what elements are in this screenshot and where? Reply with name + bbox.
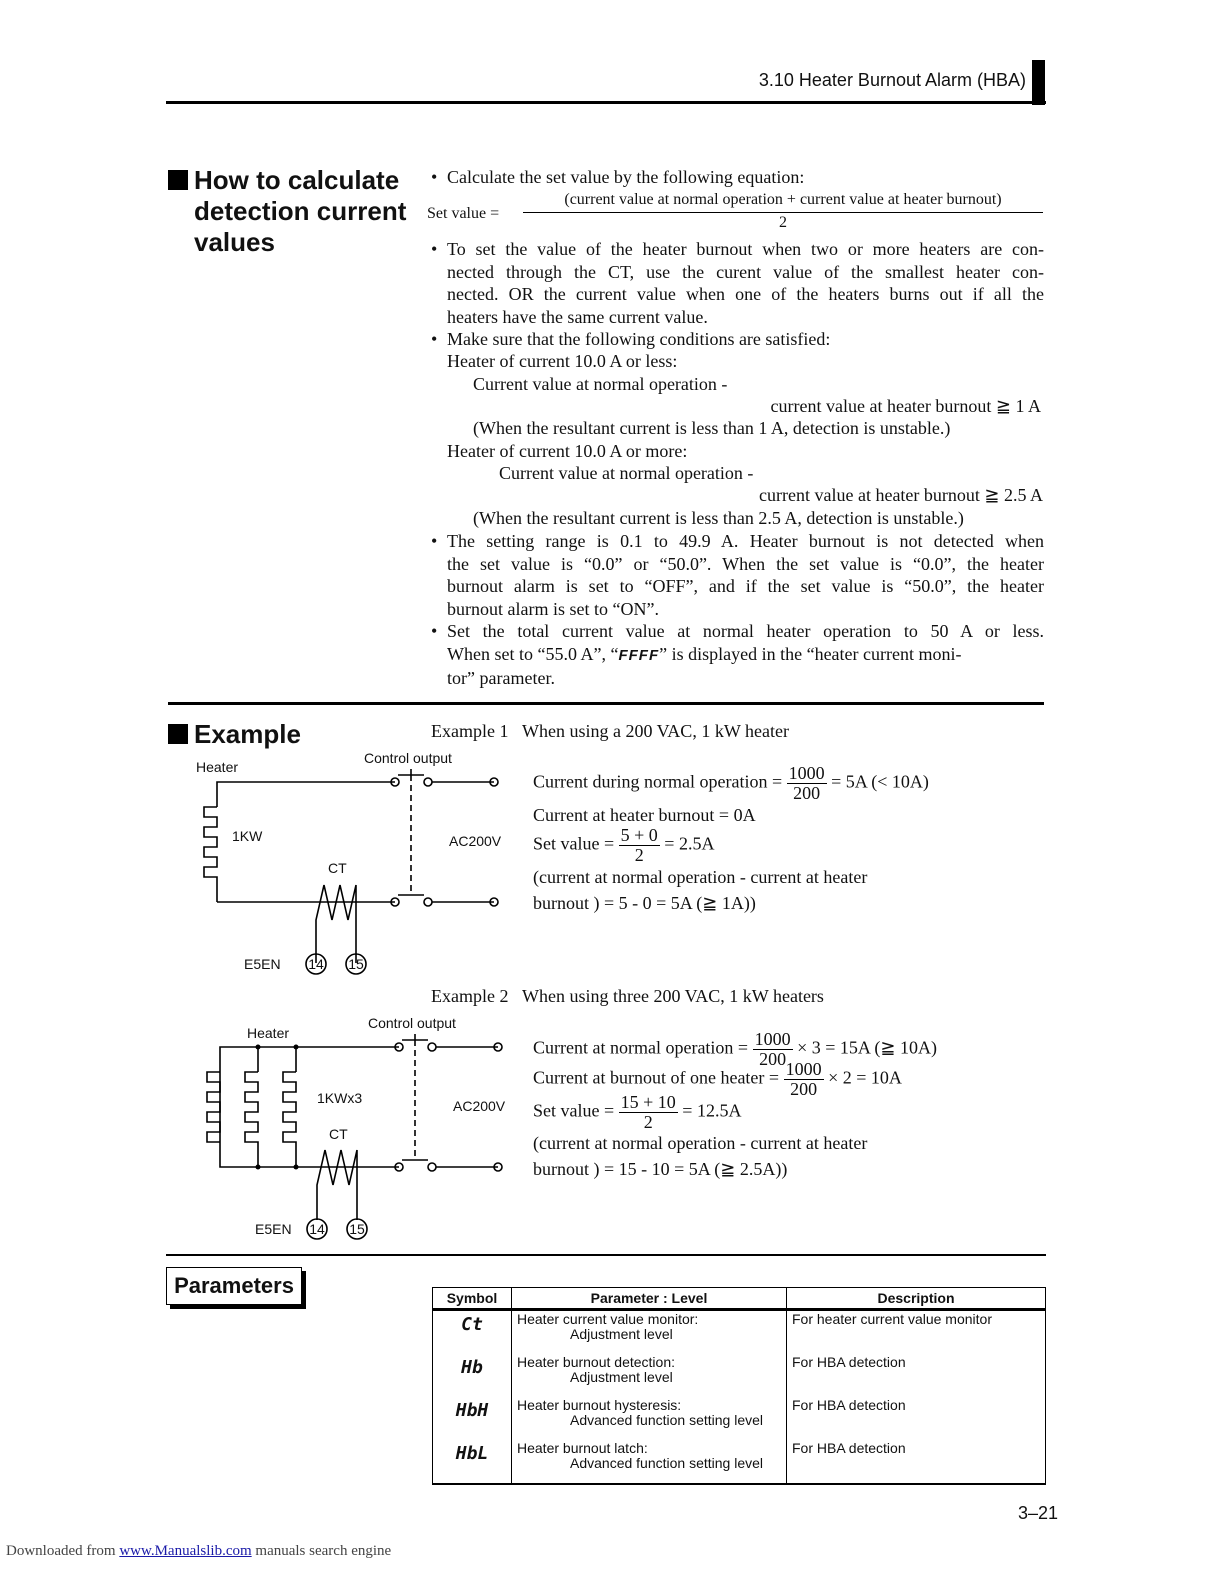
- symbol-cell: Ct: [433, 1310, 512, 1355]
- calc-fraction: [619, 1093, 678, 1132]
- calc-text: Current at burnout of one heater =: [533, 1067, 780, 1088]
- header-rule: [166, 101, 1046, 104]
- parameter-cell: [512, 1354, 787, 1397]
- bullet-text-line: the set value is “0.0” or “50.0”. When the set value is “0.0”, the heater: [447, 553, 1044, 574]
- example-label: Example 1: [431, 721, 509, 741]
- parameter-cell: [512, 1440, 787, 1484]
- circuit-diagram-example-1: [190, 745, 520, 980]
- example-label: Example 2: [431, 986, 509, 1006]
- parameter-level: Adjustment level: [570, 1369, 673, 1385]
- example-title: When using three 200 VAC, 1 kW heaters: [521, 986, 824, 1006]
- description-cell: For HBA detection: [787, 1440, 1046, 1484]
- parameter-name: Heater burnout latch:: [517, 1440, 648, 1456]
- heading-line: Example: [194, 719, 301, 749]
- seven-seg-code: FFFF: [618, 646, 660, 664]
- calc-text: = 5A (< 10A): [831, 771, 929, 792]
- section-heading-calc: [168, 165, 406, 258]
- section-square-icon: [168, 170, 188, 190]
- calc-text: = 12.5A: [682, 1100, 742, 1121]
- column-header: Parameter : Level: [512, 1288, 787, 1310]
- calc-text: Set value =: [533, 1100, 615, 1121]
- fraction-denominator: 200: [759, 1049, 787, 1069]
- ex2-calc-line-3: [533, 1093, 741, 1132]
- condition-note: (When the resultant current is less than 1 A, detection is unstable.): [473, 418, 951, 438]
- model-label: E5EN: [244, 956, 281, 972]
- table-row: [433, 1354, 1046, 1397]
- parameter-cell: [512, 1397, 787, 1440]
- parameter-level: Advanced function setting level: [570, 1455, 764, 1471]
- fraction-numerator: 1000: [788, 763, 825, 783]
- fraction-numerator: 15 + 10: [620, 1092, 676, 1112]
- parameters-table: [432, 1287, 1046, 1485]
- table-header-row: [433, 1288, 1046, 1310]
- table-row: [433, 1440, 1046, 1484]
- bullet-text-line: Set the total current value at normal heater operation to 50 A or less.: [447, 621, 1044, 641]
- description-cell: For HBA detection: [787, 1354, 1046, 1397]
- formula-label: Set value =: [427, 205, 500, 222]
- ex1-calc-line-5: burnout ) = 5 - 0 = 5A (≧ 1A)): [533, 893, 756, 913]
- terminal-number: 15: [348, 956, 364, 972]
- fraction-denominator: 200: [790, 1079, 818, 1099]
- condition-line: Current value at normal operation -: [473, 374, 728, 394]
- ex2-calc-line-4: (current at normal operation - current at heater: [533, 1133, 868, 1153]
- calc-text: Current at normal operation =: [533, 1037, 749, 1058]
- model-label: E5EN: [255, 1221, 292, 1237]
- condition-line: current value at heater burnout ≧ 2.5 A: [759, 485, 1043, 505]
- formula-denominator: 2: [779, 214, 787, 231]
- fraction-denominator: 200: [793, 783, 821, 803]
- bullet-icon: •: [431, 167, 438, 187]
- parameter-name: Heater burnout detection:: [517, 1354, 675, 1370]
- footer-text: Downloaded from: [6, 1543, 116, 1559]
- parameter-level: Advanced function setting level: [570, 1412, 764, 1428]
- load-label: 1KW: [232, 828, 263, 844]
- load-label: 1KWx3: [317, 1090, 363, 1106]
- bullet-text-line: nected. OR the current value when one of the heaters burns out if all the: [447, 284, 1044, 304]
- bullet-text-line: burnout alarm is set to “ON”.: [447, 598, 659, 619]
- calc-text: = 2.5A: [664, 833, 715, 854]
- formula-fraction: [523, 190, 1043, 233]
- page-number: 3–21: [1017, 1503, 1058, 1523]
- heater-label: Heater: [247, 1025, 290, 1041]
- ac-label: AC200V: [453, 1098, 506, 1114]
- symbol-cell: Hb: [433, 1354, 512, 1397]
- section-divider: [168, 702, 1044, 705]
- parameter-name: Heater current value monitor:: [517, 1311, 699, 1327]
- ex1-calc-line-4: (current at normal operation - current at heater: [533, 867, 868, 887]
- heater-label: Heater: [196, 759, 239, 775]
- control-output-label: Control output: [368, 1015, 456, 1031]
- calc-text: Current during normal operation =: [533, 771, 783, 792]
- condition-line: current value at heater burnout ≧ 1 A: [770, 396, 1041, 416]
- circuit-diagram-example-2: [195, 1010, 525, 1245]
- section-square-icon: [168, 724, 188, 744]
- fraction-denominator: 2: [634, 845, 644, 865]
- heading-line: values: [194, 227, 275, 257]
- fraction-numerator: 1000: [754, 1029, 791, 1049]
- calc-fraction: [619, 826, 660, 865]
- example-1-title: [431, 720, 789, 743]
- ct-label: CT: [328, 860, 347, 876]
- calc-text: × 2 = 10A: [828, 1067, 902, 1088]
- calc-body: [427, 166, 1045, 696]
- ac-label: AC200V: [449, 833, 502, 849]
- example-2-title: [431, 985, 824, 1008]
- parameter-name: Heater burnout hysteresis:: [517, 1397, 682, 1413]
- ex1-calc-line-2: Current at heater burnout = 0A: [533, 805, 756, 825]
- heading-line: detection current: [194, 196, 407, 226]
- table-row: [433, 1310, 1046, 1355]
- fraction-numerator: 5 + 0: [620, 825, 658, 845]
- bullet-text: Calculate the set value by the following equation:: [447, 167, 805, 187]
- bullet-icon: •: [431, 329, 438, 349]
- fraction-denominator: 2: [643, 1112, 653, 1132]
- condition-title: Heater of current 10.0 A or more:: [447, 441, 688, 461]
- bullet-text-line: [447, 643, 1044, 668]
- condition-line: Current value at normal operation -: [499, 463, 754, 483]
- page-header-title: 3.10 Heater Burnout Alarm (HBA): [758, 70, 1026, 90]
- condition-note: (When the resultant current is less than 2.5 A, detection is unstable.): [473, 508, 964, 528]
- ex2-calc-line-5: burnout ) = 15 - 10 = 5A (≧ 2.5A)): [533, 1159, 788, 1179]
- manualslib-link[interactable]: www.Manualslib.com: [119, 1543, 252, 1559]
- example-title: When using a 200 VAC, 1 kW heater: [521, 721, 789, 741]
- description-cell: For heater current value monitor: [787, 1310, 1046, 1355]
- bullet-text-line: burnout alarm is set to “OFF”, and if the set value is “50.0”, the heater: [447, 576, 1044, 596]
- parameter-cell: [512, 1310, 787, 1355]
- bullet-text-line: nected through the CT, use the curent value of the smallest heater con-: [447, 261, 1044, 282]
- bullet-text: Make sure that the following conditions are satisfied:: [447, 329, 831, 349]
- bullet-icon: •: [431, 621, 438, 641]
- terminal-number: 15: [349, 1221, 365, 1237]
- footer-text: manuals search engine: [255, 1543, 392, 1559]
- ex1-calc-line-3: [533, 826, 714, 865]
- column-header: Symbol: [433, 1288, 512, 1310]
- description-cell: For HBA detection: [787, 1397, 1046, 1440]
- condition-title: Heater of current 10.0 A or less:: [447, 351, 678, 371]
- ct-label: CT: [329, 1126, 348, 1142]
- section-divider: [166, 1254, 1046, 1256]
- formula-numerator: (current value at normal operation + current value at heater burnout): [523, 190, 1043, 213]
- bullet-icon: •: [431, 531, 438, 551]
- terminal-number: 14: [309, 1221, 325, 1237]
- bullet-text-part: ” is displayed in the “heater current moni-: [659, 643, 962, 664]
- bullet-icon: •: [431, 239, 438, 259]
- header-tab-marker: [1032, 60, 1045, 105]
- bullet-text-part: When set to “55.0 A”, “: [447, 643, 619, 664]
- parameter-level: Adjustment level: [570, 1326, 673, 1342]
- bullet-text-line: heaters have the same current value.: [447, 306, 708, 327]
- heading-line: How to calculate: [194, 165, 400, 195]
- calc-fraction: [787, 764, 827, 803]
- ex1-calc-line-1: [533, 764, 929, 803]
- bullet-text-line: The setting range is 0.1 to 49.9 A. Heater burnout is not detected when: [447, 531, 1044, 551]
- download-footer: [6, 1543, 391, 1560]
- parameters-box-label: Parameters: [166, 1267, 302, 1305]
- bullet-text-line: tor” parameter.: [447, 668, 555, 688]
- fraction-numerator: 1000: [785, 1059, 822, 1079]
- calc-fraction: [784, 1060, 824, 1099]
- table-row: [433, 1397, 1046, 1440]
- calc-text: Set value =: [533, 833, 615, 854]
- control-output-label: Control output: [364, 750, 452, 766]
- symbol-cell: HbL: [433, 1440, 512, 1484]
- terminal-number: 14: [308, 956, 324, 972]
- calc-text: × 3 = 15A (≧ 10A): [797, 1037, 937, 1058]
- bullet-text-line: To set the value of the heater burnout when two or more heaters are con-: [447, 239, 1044, 259]
- column-header: Description: [787, 1288, 1046, 1310]
- symbol-cell: HbH: [433, 1397, 512, 1440]
